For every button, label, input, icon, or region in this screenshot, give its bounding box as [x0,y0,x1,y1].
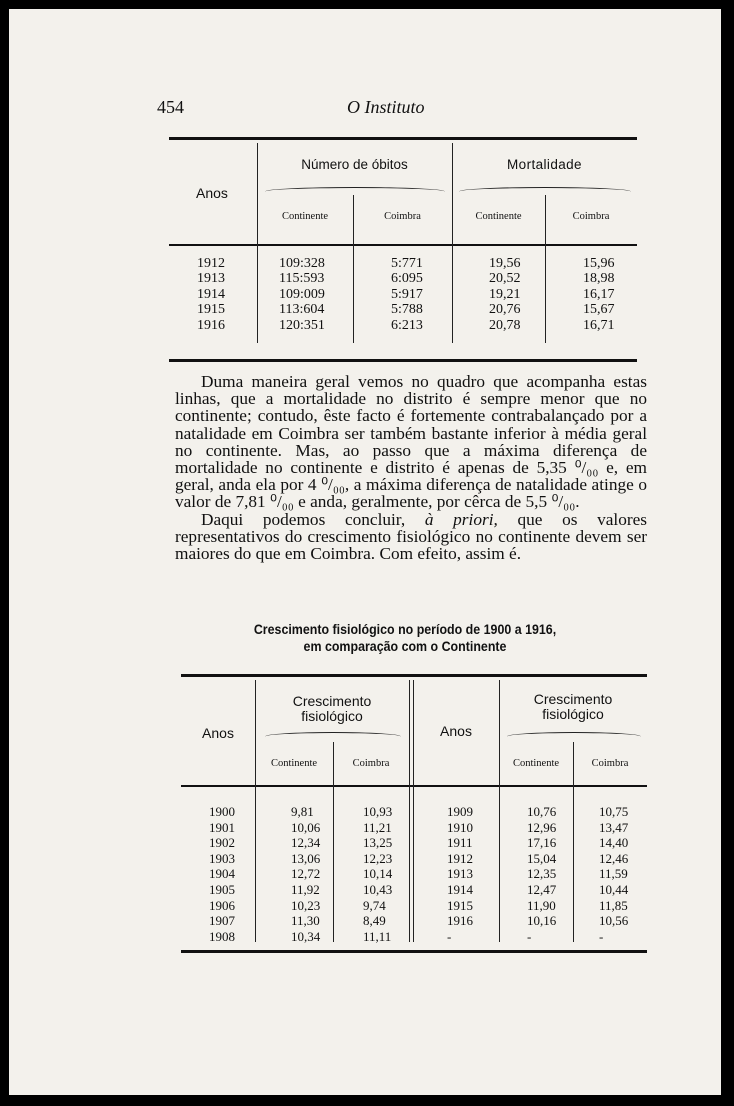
table-cell: 10,93 [363,804,393,819]
page-header [157,97,637,121]
table-cell: 19,56 [489,256,521,271]
table-cell: 10,14 [363,866,393,882]
table-cell: 5:788 [391,302,423,318]
table-cell: 12,47 [527,881,557,897]
left-continente-column [291,804,320,944]
paragraph-text: Daqui podemos concluir, [201,509,425,529]
right-years-column [447,804,473,944]
left-coimbra-column [363,804,392,944]
group-label: fisiológico [301,708,363,724]
table-cell: 1906 [209,897,235,913]
table-cell: - [599,928,604,944]
deaths-continente-column [279,256,325,333]
column-divider [409,680,410,942]
table-cell: 1916 [197,317,225,333]
subheader-continente: Continente [270,758,318,769]
table-bottom-rule [169,359,637,362]
table-cell: 11,59 [599,866,628,882]
table-header-rule [181,785,647,787]
table-cell: 9,81 [291,804,314,819]
right-continente-column [527,804,556,944]
table-cell: 10,43 [363,881,393,897]
table-cell: 18,98 [583,271,615,287]
years-header: Anos [440,723,472,739]
left-years-column [209,804,235,944]
page-number: 454 [157,97,184,117]
table-cell: - [527,928,532,944]
column-divider [573,742,574,942]
years-header: Anos [202,725,234,741]
subheader-continente: Continente [475,211,522,222]
header-brace [265,732,401,741]
paragraph [175,511,647,563]
table-top-rule [169,137,637,140]
table-cell: 11,21 [363,819,392,835]
group-label: fisiológico [542,706,604,722]
table-cell: 1914 [197,286,225,302]
growth-table [181,674,647,959]
table-cell: 12,72 [291,866,321,882]
table-cell: 20,78 [489,317,521,333]
table-cell: 16,71 [583,317,615,333]
table-cell: 16,17 [583,286,615,302]
growth-group-header [499,692,647,722]
subheader-coimbra: Coimbra [352,758,390,769]
table-cell: 10,76 [527,804,557,819]
table-cell: 5:917 [391,286,423,302]
table-cell: 1902 [209,835,235,851]
table-cell: 5:771 [391,256,423,271]
table-cell: 1913 [197,271,225,287]
mortality-continente-column [489,256,521,333]
column-divider [413,680,414,942]
header-brace [265,187,445,196]
running-title: O Instituto [347,97,425,117]
mortality-coimbra-column [583,256,615,333]
table-cell: 12,96 [527,819,557,835]
table-bottom-rule [181,950,647,953]
table-cell: 10,56 [599,913,629,929]
subheader-coimbra: Coimbra [384,211,421,222]
table-cell: 6:213 [391,317,423,333]
table-cell: 11,30 [291,913,320,929]
subheader-continente: Continente [281,211,329,222]
table-cell: 120:351 [279,317,325,333]
table-cell: 11,85 [599,897,628,913]
table-caption [193,621,616,655]
table-cell: 115:593 [279,271,325,287]
table-cell: 1900 [209,804,235,819]
right-coimbra-column [599,804,628,944]
table-cell: 1914 [447,881,473,897]
table-cell: - [447,928,452,944]
table-cell: 109:328 [279,256,325,271]
table-cell: 1916 [447,913,473,929]
table-header-rule [169,244,637,246]
table-cell: 1912 [197,256,225,271]
table-top-rule [181,674,647,677]
table-cell: 13,06 [291,850,321,866]
table-cell: 10,44 [599,881,629,897]
table-cell: 1915 [447,897,473,913]
table-cell: 1905 [209,881,235,897]
subheader-continente: Continente [512,758,560,769]
table-cell: 12,34 [291,835,321,851]
paragraph-text: que os valores representativos do crescimento fisiológico no continente devem ser maiores do que em Coimbra. Com efeito, assim é. [175,509,647,564]
table-cell: 11,11 [363,928,392,944]
table-cell: 14,40 [599,835,629,851]
mortality-group-header: Mortalidade [507,157,582,172]
table-cell: 1904 [209,866,235,882]
paragraph: Duma maneira geral vemos no quadro que acompanha estas linhas, que a mortalidade no distrito é sempre menor que no continente; contudo, êste facto é fortemente contrabalançado por a natalidade em Coimbra ser também bastante inferior à média geral no continente. Mas, ao passo que a máxima diferença de mortalidade no continente e distrito é apenas de 5,35 ⁰/₀₀ e, em geral, anda ela por 4 ⁰/₀₀, a máxima diferença de natalidade atinge o valor de 7,81 ⁰/₀₀ e anda, geralmente, por cêrca de 5,5 ⁰/₀₀. [175,372,647,512]
document-page [9,9,721,1095]
table-cell: 1911 [447,835,473,851]
table-cell: 20,52 [489,271,521,287]
body-text [175,373,647,562]
subheader-coimbra: Coimbra [572,211,610,222]
table-cell: 19,21 [489,286,521,302]
caption-line: Crescimento fisiológico no período de 1900 a 1916, [253,622,557,637]
table-cell: 15,67 [583,302,615,318]
table-cell: 13,47 [599,819,629,835]
table-cell: 11,92 [291,881,320,897]
table-cell: 12,23 [363,850,393,866]
deaths-coimbra-column [391,256,423,333]
table-cell: 1915 [197,302,225,318]
mortality-table [169,137,637,367]
table-cell: 10,16 [527,913,557,929]
group-label: Crescimento [292,693,372,709]
growth-group-header [255,694,409,724]
table-cell: 1903 [209,850,235,866]
subheader-coimbra: Coimbra [591,758,629,769]
column-divider [257,143,258,343]
column-divider [452,143,453,343]
header-brace [459,187,631,196]
table-cell: 15,04 [527,850,557,866]
column-divider [333,742,334,942]
table-cell: 10,75 [599,804,629,819]
table-cell: 13,25 [363,835,393,851]
table-cell: 1901 [209,819,235,835]
table-cell: 113:604 [279,302,325,318]
table-cell: 1907 [209,913,235,929]
table-cell: 17,16 [527,835,557,851]
table-cell: 8,49 [363,913,386,929]
table-cell: 10,34 [291,928,321,944]
table-cell: 12,46 [599,850,629,866]
emphasis-text: à priori, [424,509,498,529]
group-label: Crescimento [533,691,613,707]
years-header: Anos [196,185,228,201]
table-cell: 6:095 [391,271,423,287]
caption-line: em comparação com o Continente [303,639,507,654]
table-cell: 20,76 [489,302,521,318]
table-cell: 1912 [447,850,473,866]
table-cell: 15,96 [583,256,615,271]
table-cell: 12,35 [527,866,557,882]
table-cell: 11,90 [527,897,556,913]
table-cell: 9,74 [363,897,386,913]
years-column [197,256,225,333]
table-cell: 1913 [447,866,473,882]
header-brace [507,732,641,741]
table-cell: 1908 [209,928,235,944]
table-cell: 10,06 [291,819,321,835]
deaths-group-header: Número de óbitos [301,157,408,172]
table-cell: 1910 [447,819,473,835]
table-cell: 109:009 [279,286,325,302]
table-cell: 1909 [447,804,473,819]
table-cell: 10,23 [291,897,321,913]
